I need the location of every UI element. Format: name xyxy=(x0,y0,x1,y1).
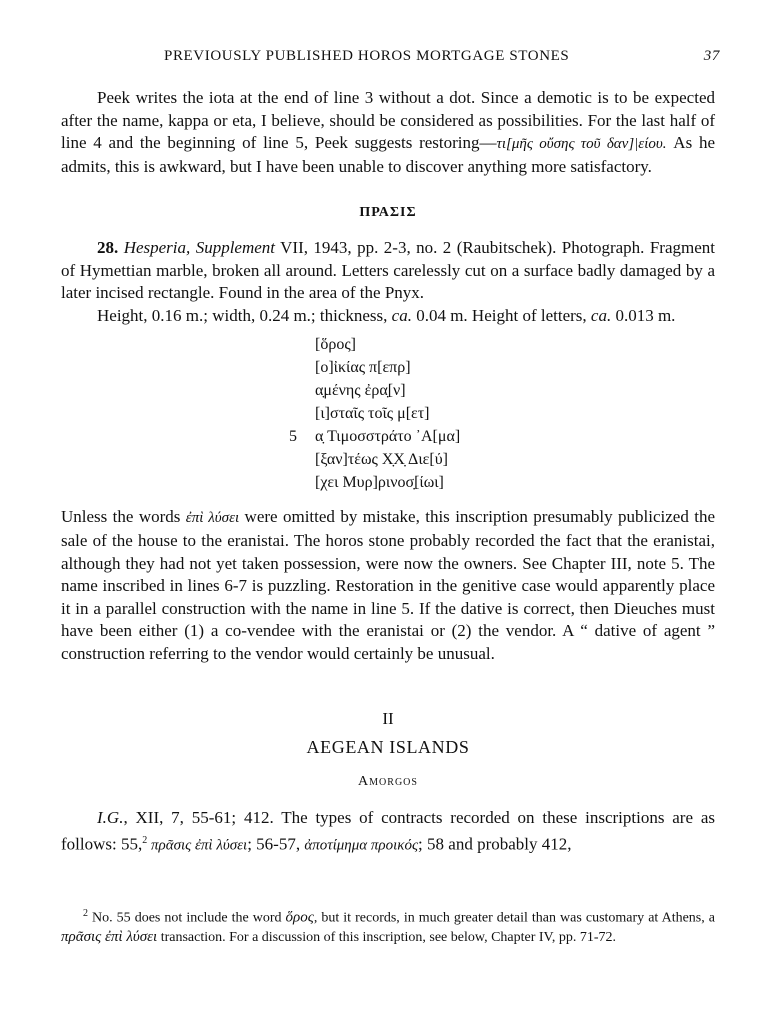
paragraph-text: Unless the words xyxy=(61,507,186,527)
circa-abbrev: ca. xyxy=(590,305,612,325)
footnote-part: , but it records, in much greater detail than was customary at Athens, a xyxy=(313,910,715,926)
entry-28 xyxy=(61,237,715,305)
dimensions-text: 0.013 m. xyxy=(611,305,676,325)
paragraph-text: ; 58 and probably 412, xyxy=(418,834,572,854)
inscription-line: [ὅρος] xyxy=(315,336,356,354)
inscription-line: α̣ Τιμοσστράτο ᾽Α[μα] xyxy=(315,428,461,446)
greek-phrase: πρᾶσις ἐπὶ λύσει xyxy=(61,928,158,945)
page-number: 37 xyxy=(703,48,720,64)
journal-title: Hesperia, Supplement xyxy=(123,237,276,257)
section-number: II xyxy=(382,708,394,728)
entry-number: 28. xyxy=(97,237,119,257)
entry-citation: VII, 1943, pp. 2-3, no. 2 (Raubitschek). Photograph. Fragment of Hymettian marble, broken all around. Letters carelessly cut on a surface badly damaged by a later incised rectangle. Found in the area of the Pnyx. xyxy=(61,237,716,303)
section-title: AEGEAN ISLANDS xyxy=(306,737,470,758)
paragraph-text: were omitted by mistake, this inscription presumably publicized the sale of the house to the eranistai. The horos stone probably recorded the fact that the eranistai, although they had not yet taken possession, were now the owners. See Chapter III, note 5. The name inscribed in lines 6-7 is puzzling. Restoration in the genitive case would apparently place it in a parallel construction with the name in line 5. If the dative is correct, then Dieuches must have been either (1) a co-vendee with the eranistai or (2) the vendor. A “ dative of agent ” construction referring to the vendor would certainly be unusual. xyxy=(61,507,715,663)
main-text xyxy=(61,87,715,857)
paragraph-peek xyxy=(61,87,715,178)
paragraph-text: ; 56-57, xyxy=(247,834,305,854)
greek-phrase: ἀποτίμημα προικός xyxy=(304,837,419,854)
footnote-mark: 2 xyxy=(83,908,88,919)
inscription-line: [ξαν]τέως Χ̣Χ̣ Διε[ύ] xyxy=(315,451,448,469)
paragraph-text: As he admits, this is awkward, but I have been unable to discover anything more satisfactory. xyxy=(61,133,715,176)
inscription-line: [χει Μυρ]ρινοσ̣[ίωι] xyxy=(315,474,444,492)
entry-dimensions xyxy=(61,305,715,328)
greek-phrase: ἐπὶ λύσει xyxy=(185,510,240,527)
inscription-text xyxy=(61,333,715,496)
dimensions-text: Height, 0.16 m.; width, 0.24 m.; thickness, xyxy=(97,305,392,325)
paragraph-text: , XII, 7, 55-61; 412. The types of contracts recorded on these inscriptions are as follows: 55, xyxy=(61,808,715,854)
greek-restoration: τι[μῆς οὔσης τοῦ δαν]|είου. xyxy=(496,136,667,153)
inscription-line: α̣μένης ἐρα̣[ν] xyxy=(315,382,406,400)
line-number: 5 xyxy=(289,428,297,446)
footnote-part: No. 55 does not include the word xyxy=(88,910,286,926)
inscription-line: [ο]ἰκίας π[επρ] xyxy=(315,359,411,377)
ig-abbrev: I.G. xyxy=(97,808,124,828)
section-subtitle: Amorgos xyxy=(358,773,418,789)
footnote-part: transaction. For a discussion of this inscription, see below, Chapter IV, pp. 71-72. xyxy=(157,929,617,945)
circa-abbrev: ca. xyxy=(391,305,412,325)
dimensions-text: 0.04 m. Height of letters, xyxy=(411,305,591,325)
footnote-text xyxy=(61,904,715,947)
footnote xyxy=(61,904,715,947)
running-head-title: PREVIOUSLY PUBLISHED HOROS MORTGAGE STONES xyxy=(164,48,570,64)
greek-phrase: πρᾶσις ἐπὶ λύσει xyxy=(147,837,248,854)
footnote-ref: 2 xyxy=(142,834,148,846)
greek-phrase: ὅρος xyxy=(285,909,314,926)
paragraph-commentary xyxy=(61,506,715,665)
inscription-line: [ι]σταῖς τοῖς μ[ετ] xyxy=(315,405,430,423)
section-heading-prasis: ΠΡΑΣΙΣ xyxy=(359,205,417,221)
paragraph-text: Peek writes the iota at the end of line 3 without a dot. Since a demotic is to be expected after the name, kappa or eta, I believe, should be considered as possibilities. For the last half of line 4 and the beginning of line 5, Peek suggests restoring— xyxy=(61,88,715,153)
paragraph-amorgos xyxy=(61,807,715,857)
